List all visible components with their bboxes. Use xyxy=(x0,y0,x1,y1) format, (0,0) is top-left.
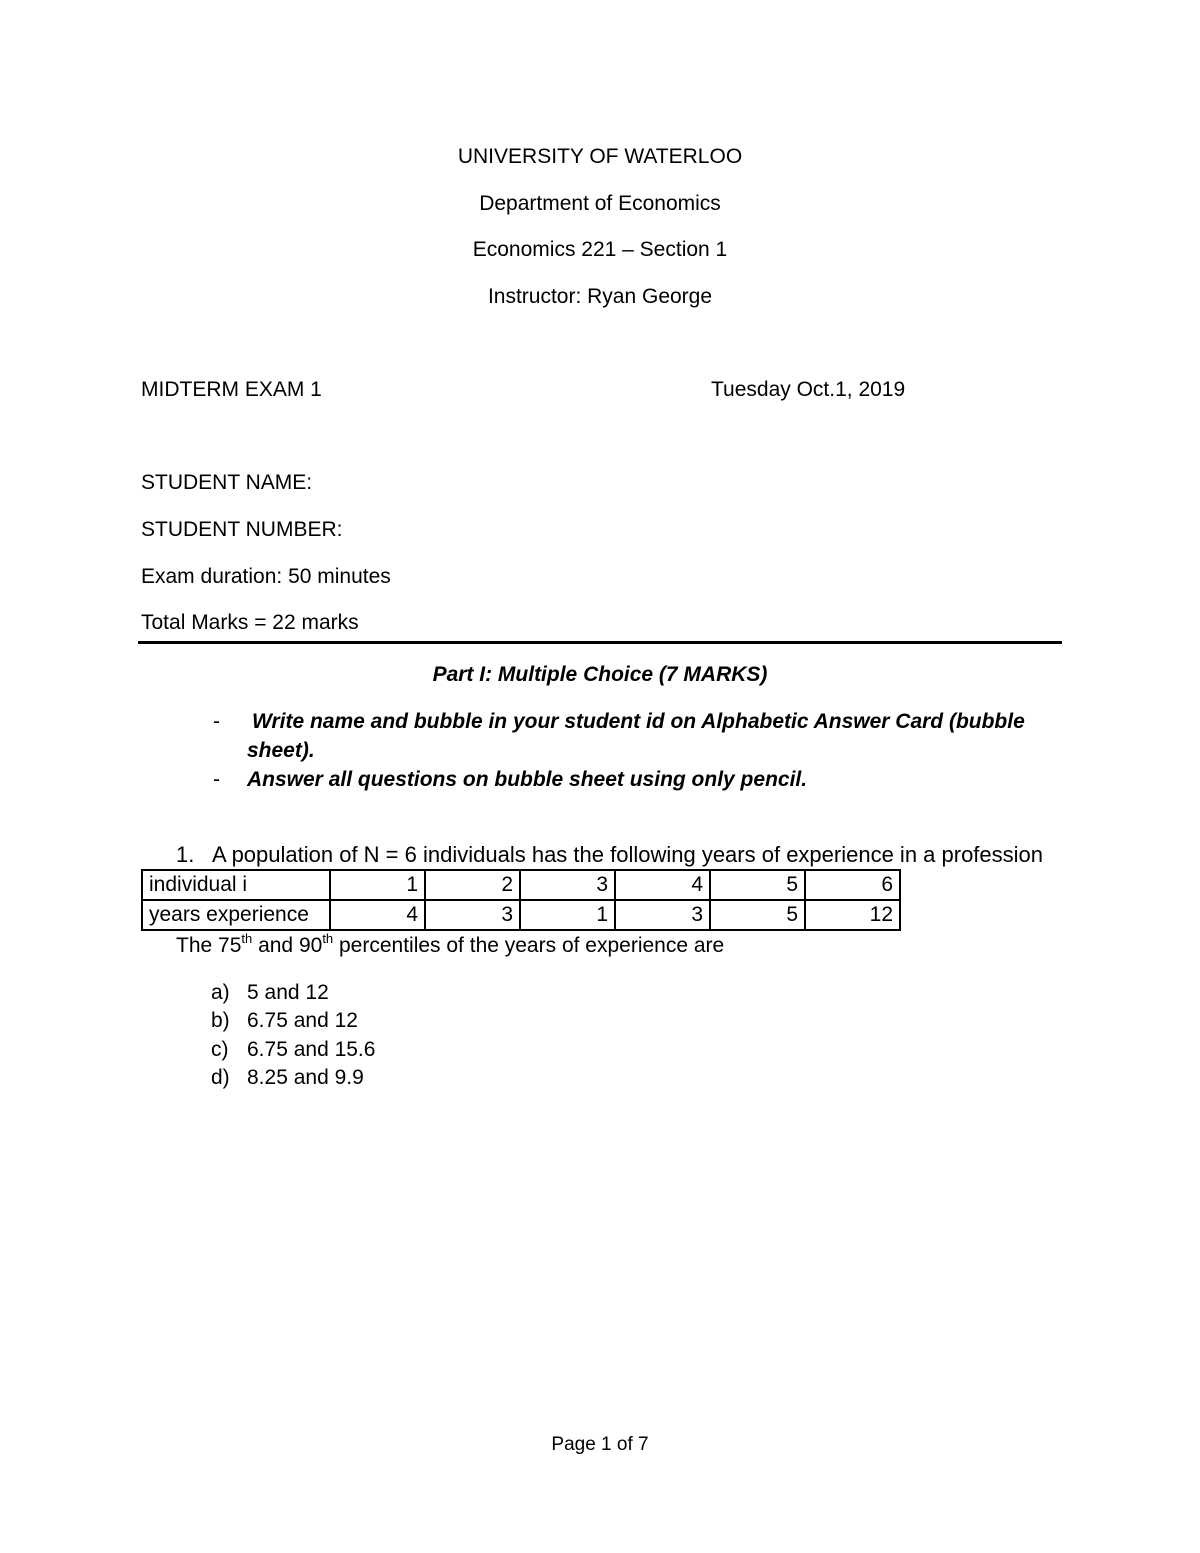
stem-text: percentiles of the years of experience are xyxy=(333,934,725,957)
choice-letter: d) xyxy=(211,1066,230,1089)
instruction-text: Write name and bubble in your student id on Alphabetic Answer Card (bubble xyxy=(252,710,1025,733)
stem-text: The 75 xyxy=(176,934,242,957)
exam-duration: Exam duration: 50 minutes xyxy=(141,565,391,588)
table-cell: 4 xyxy=(615,870,710,900)
table-row xyxy=(142,900,900,930)
stem-superscript: th xyxy=(241,931,253,946)
student-number-label: STUDENT NUMBER: xyxy=(141,518,343,541)
table-cell: 5 xyxy=(710,900,805,930)
stem-superscript: th xyxy=(322,931,334,946)
instruction-text-continued: sheet). xyxy=(247,739,315,762)
table-cell: 6 xyxy=(805,870,900,900)
total-marks: Total Marks = 22 marks xyxy=(141,611,359,634)
table-cell: 3 xyxy=(425,900,520,930)
table-cell: 12 xyxy=(805,900,900,930)
university-name: UNIVERSITY OF WATERLOO xyxy=(457,145,743,168)
table-cell: 3 xyxy=(615,900,710,930)
table-cell: 4 xyxy=(330,900,425,930)
part-heading: Part I: Multiple Choice (7 MARKS) xyxy=(432,663,768,686)
exam-date: Tuesday Oct.1, 2019 xyxy=(711,378,906,401)
question-prompt: A population of N = 6 individuals has the following years of experience in a profession xyxy=(212,842,1044,867)
table-cell: 5 xyxy=(710,870,805,900)
exam-title: MIDTERM EXAM 1 xyxy=(141,378,322,401)
answer-choice-d xyxy=(211,1065,364,1091)
choice-letter: c) xyxy=(211,1038,229,1061)
page-number: Page 1 of 7 xyxy=(551,1434,649,1455)
student-name-label: STUDENT NAME: xyxy=(141,471,313,494)
answer-choice-b xyxy=(211,1008,358,1034)
instructor-name: Instructor: Ryan George xyxy=(487,285,713,308)
choice-text: 6.75 and 12 xyxy=(247,1009,358,1032)
table-cell: 1 xyxy=(330,870,425,900)
instruction-bullet: - xyxy=(213,768,220,791)
answer-choice-c xyxy=(211,1037,375,1063)
answer-choice-a xyxy=(211,980,329,1006)
instruction-text: Answer all questions on bubble sheet using only pencil. xyxy=(247,768,808,791)
choice-text: 5 and 12 xyxy=(247,981,329,1004)
choice-text: 8.25 and 9.9 xyxy=(247,1066,364,1089)
experience-table xyxy=(141,869,901,931)
row-header: individual i xyxy=(142,870,330,900)
choice-letter: b) xyxy=(211,1009,230,1032)
table-cell: 2 xyxy=(425,870,520,900)
table-cell: 1 xyxy=(520,900,615,930)
choice-text: 6.75 and 15.6 xyxy=(247,1038,376,1061)
course-title: Economics 221 – Section 1 xyxy=(472,238,728,261)
table-row xyxy=(142,870,900,900)
row-header: years experience xyxy=(142,900,330,930)
choice-letter: a) xyxy=(211,981,230,1004)
instruction-bullet: - xyxy=(213,710,220,733)
table-cell: 3 xyxy=(520,870,615,900)
stem-text: and 90 xyxy=(252,934,323,957)
question-text xyxy=(176,842,1043,868)
section-divider xyxy=(138,641,1062,644)
question-number: 1. xyxy=(176,842,195,867)
question-stem xyxy=(176,933,724,959)
department-name: Department of Economics xyxy=(479,192,721,215)
